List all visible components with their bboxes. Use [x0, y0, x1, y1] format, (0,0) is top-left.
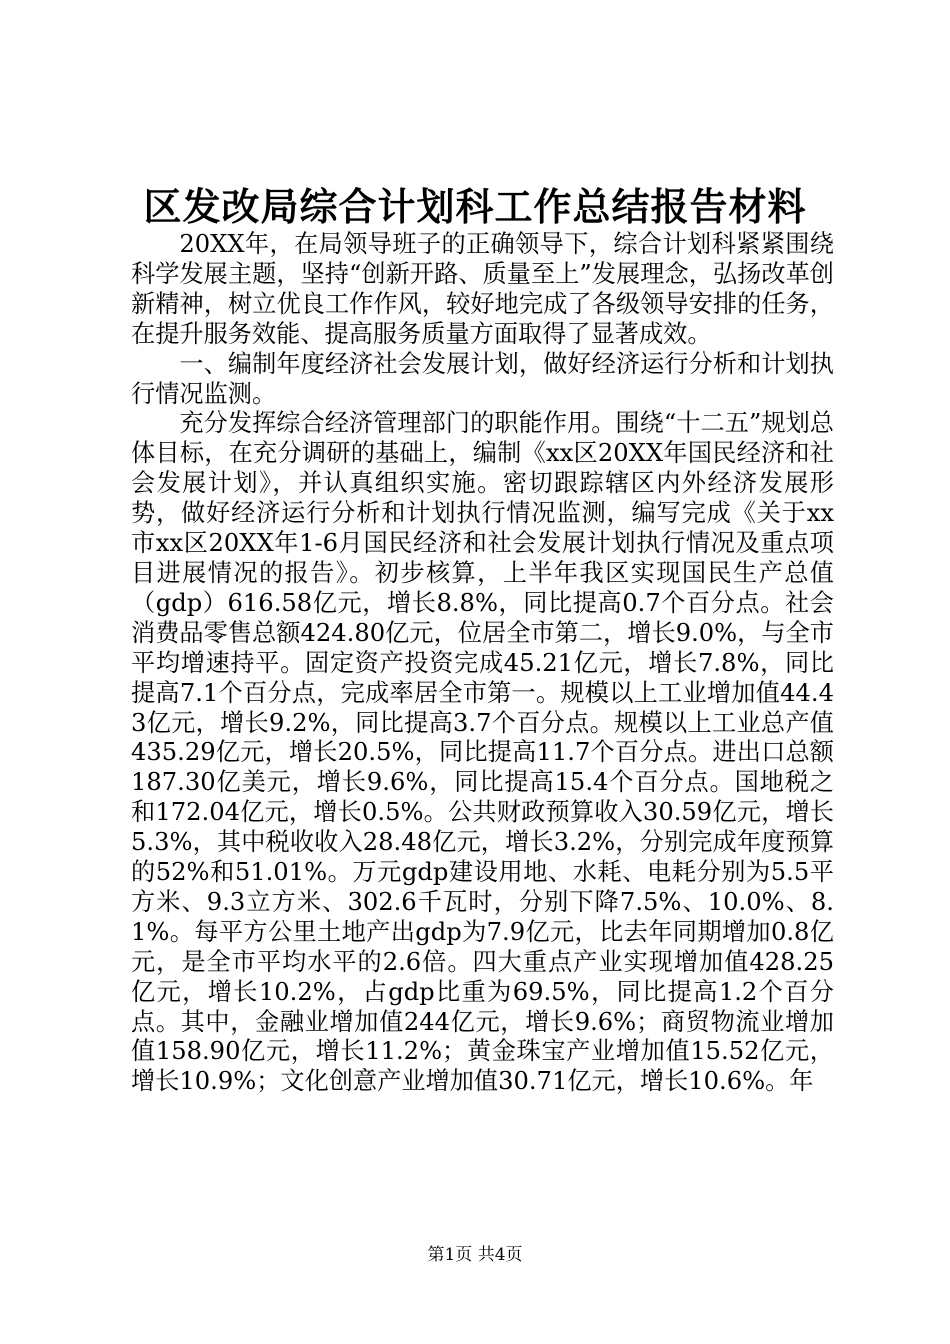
- section-heading-1: 一、编制年度经济社会发展计划，做好经济运行分析和计划执行情况监测。: [131, 349, 834, 408]
- intro-paragraph: 20XX年，在局领导班子的正确领导下，综合计划科紧紧围绕科学发展主题，坚持“创新开路、质量至上”发展理念，弘扬改革创新精神，树立优良工作作风，较好地完成了各级领导安排的任务，在提升服务效能、提高服务质量方面取得了显著成效。: [131, 230, 834, 348]
- section-1-paragraph: 充分发挥综合经济管理部门的职能作用。围绕“十二五”规划总体目标，在充分调研的基础上，编制《xx区20XX年国民经济和社会发展计划》，并认真组织实施。密切跟踪辖区内外经济发展形势，做好经济运行分析和计划执行情况监测，编写完成《关于xx市xx区20XX年1-6月国民经济和社会发展计划执行情况及重点项目进展情况的报告》。初步核算，上半年我区实现国民生产总值（gdp）616.58亿元，增长8.8%，同比提高0.7个百分点。社会消费品零售总额424.80亿元，位居全市第二，增长9.0%，与全市平均增速持平。固定资产投资完成45.21亿元，增长7.8%，同比提高7.1个百分点，完成率居全市第一。规模以上工业增加值44.43亿元，增长9.2%，同比提高3.7个百分点。规模以上工业总产值435.29亿元，增长20.5%，同比提高11.7个百分点。进出口总额187.30亿美元，增长9.6%，同比提高15.4个百分点。国地税之和172.04亿元，增长0.5%。公共财政预算收入30.59亿元，增长5.3%，其中税收收入28.48亿元，增长3.2%，分别完成年度预算的52%和51.01%。万元gdp建设用地、水耗、电耗分别为5.5平方米、9.3立方米、302.6千瓦时，分别下降7.5%、10.0%、8.1%。每平方公里土地产出gdp为7.9亿元，比去年同期增加0.8亿元，是全市平均水平的2.6倍。四大重点产业实现增加值428.25亿元，增长10.2%，占gdp比重为69.5%，同比提高1.2个百分点。其中，金融业增加值244亿元，增长9.6%；商贸物流业增加值158.90亿元，增长11.2%；黄金珠宝产业增加值15.52亿元，增长10.9%；文化创意产业增加值30.71亿元，增长10.6%。年: [131, 409, 834, 1096]
- page-number-footer: 第1页 共4页: [427, 1245, 523, 1265]
- document-title: 区发改局综合计划科工作总结报告材料: [143, 184, 807, 229]
- document-body: [131, 230, 834, 1097]
